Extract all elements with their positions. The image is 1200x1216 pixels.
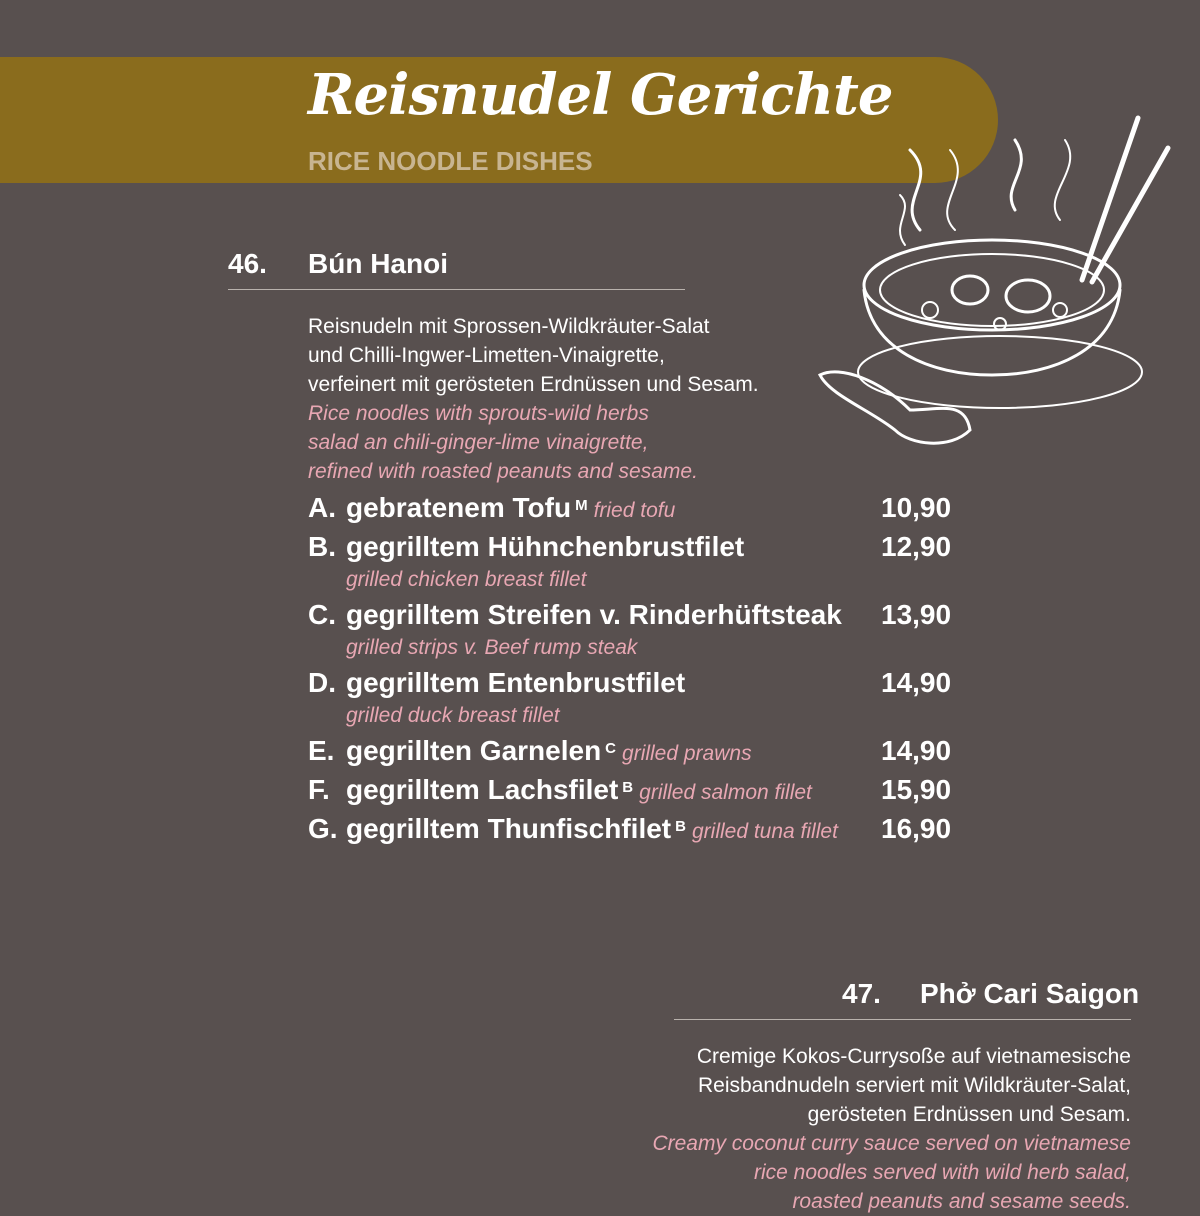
description-en-line: Creamy coconut curry sauce served on vietnamese — [652, 1132, 1131, 1155]
option-english: grilled prawns — [622, 742, 752, 765]
option-item — [308, 490, 968, 529]
dish-46-number: 46. — [228, 248, 267, 279]
option-name: gegrilltem Streifen v. Rinderhüftsteak — [346, 599, 842, 630]
option-letter: G. — [308, 813, 338, 844]
option-english: grilled chicken breast fillet — [346, 568, 587, 591]
description-de-line: Reisnudeln mit Sprossen-Wildkräuter-Salat — [308, 315, 710, 338]
option-name: gegrilltem Hühnchenbrustfilet — [346, 531, 745, 562]
option-item — [308, 529, 968, 597]
option-item — [308, 733, 968, 772]
option-name: gebratenem Tofu $^M$ fried tofu — [346, 492, 676, 523]
option-letter: F. — [308, 774, 330, 805]
allergen-code: M — [575, 497, 588, 514]
option-name: gegrillten Garnelen $^C$ grilled prawns — [346, 735, 752, 766]
description-de-line: Reisbandnudeln serviert mit Wildkräuter-Salat, — [697, 1074, 1131, 1097]
dish-46-options — [308, 490, 968, 850]
dish-47-name: Phở Cari Saigon — [920, 978, 1140, 1009]
option-name: gegrilltem Entenbrustfilet — [346, 667, 686, 698]
option-letter: E. — [308, 735, 335, 766]
dish-47-number: 47. — [842, 978, 881, 1009]
option-english: fried tofu — [593, 499, 676, 522]
option-english: grilled tuna fillet — [691, 820, 838, 843]
allergen-code: B — [622, 779, 634, 796]
option-price: 16,90 — [881, 813, 952, 844]
allergen-code: B — [675, 818, 686, 835]
option-item — [308, 597, 968, 665]
description-en-line: roasted peanuts and sesame seeds. — [792, 1190, 1131, 1213]
option-price: 12,90 — [881, 531, 952, 562]
description-en-line: salad an chili-ginger-lime vinaigrette, — [308, 431, 649, 454]
option-letter: D. — [308, 667, 336, 698]
option-letter: C. — [308, 599, 336, 630]
option-name: gegrilltem Thunfischfilet $^B$ grilled tuna fillet — [346, 813, 838, 844]
option-item — [308, 772, 968, 811]
description-de-line: Cremige Kokos-Currysoße auf vietnamesische — [696, 1045, 1131, 1068]
noodle-bowl-icon — [800, 110, 1180, 470]
description-de-line: und Chilli-Ingwer-Limetten-Vinaigrette, — [308, 344, 665, 367]
divider — [674, 1019, 1131, 1020]
allergen-code: C — [605, 740, 617, 757]
option-letter: B. — [308, 531, 336, 562]
option-item — [308, 811, 968, 850]
option-price: 10,90 — [881, 492, 952, 523]
description-en-line: refined with roasted peanuts and sesame. — [308, 460, 698, 483]
description-de-line: gerösteten Erdnüssen und Sesam. — [807, 1103, 1131, 1126]
dish-46-name: Bún Hanoi — [308, 248, 448, 279]
option-letter: A. — [308, 492, 336, 523]
page-title: Reisnudel Gerichte — [308, 62, 893, 128]
description-de-line: verfeinert mit gerösteten Erdnüssen und Sesam. — [308, 373, 759, 396]
dish-46-description — [308, 312, 759, 486]
option-english: grilled duck breast fillet — [346, 704, 560, 727]
option-name: gegrilltem Lachsfilet $^B$ grilled salmon fillet — [346, 774, 812, 805]
option-item — [308, 665, 968, 733]
option-price: 14,90 — [881, 735, 952, 766]
divider — [228, 289, 685, 290]
option-price: 13,90 — [881, 599, 952, 630]
option-price: 14,90 — [881, 667, 952, 698]
dish-47-description — [560, 1042, 1131, 1216]
option-english: grilled strips v. Beef rump steak — [346, 636, 638, 659]
option-english: grilled salmon fillet — [639, 781, 812, 804]
page-subtitle: RICE NOODLE DISHES — [308, 146, 593, 176]
description-en-line: Rice noodles with sprouts-wild herbs — [308, 402, 649, 425]
option-price: 15,90 — [881, 774, 952, 805]
description-en-line: rice noodles served with wild herb salad, — [753, 1161, 1131, 1184]
